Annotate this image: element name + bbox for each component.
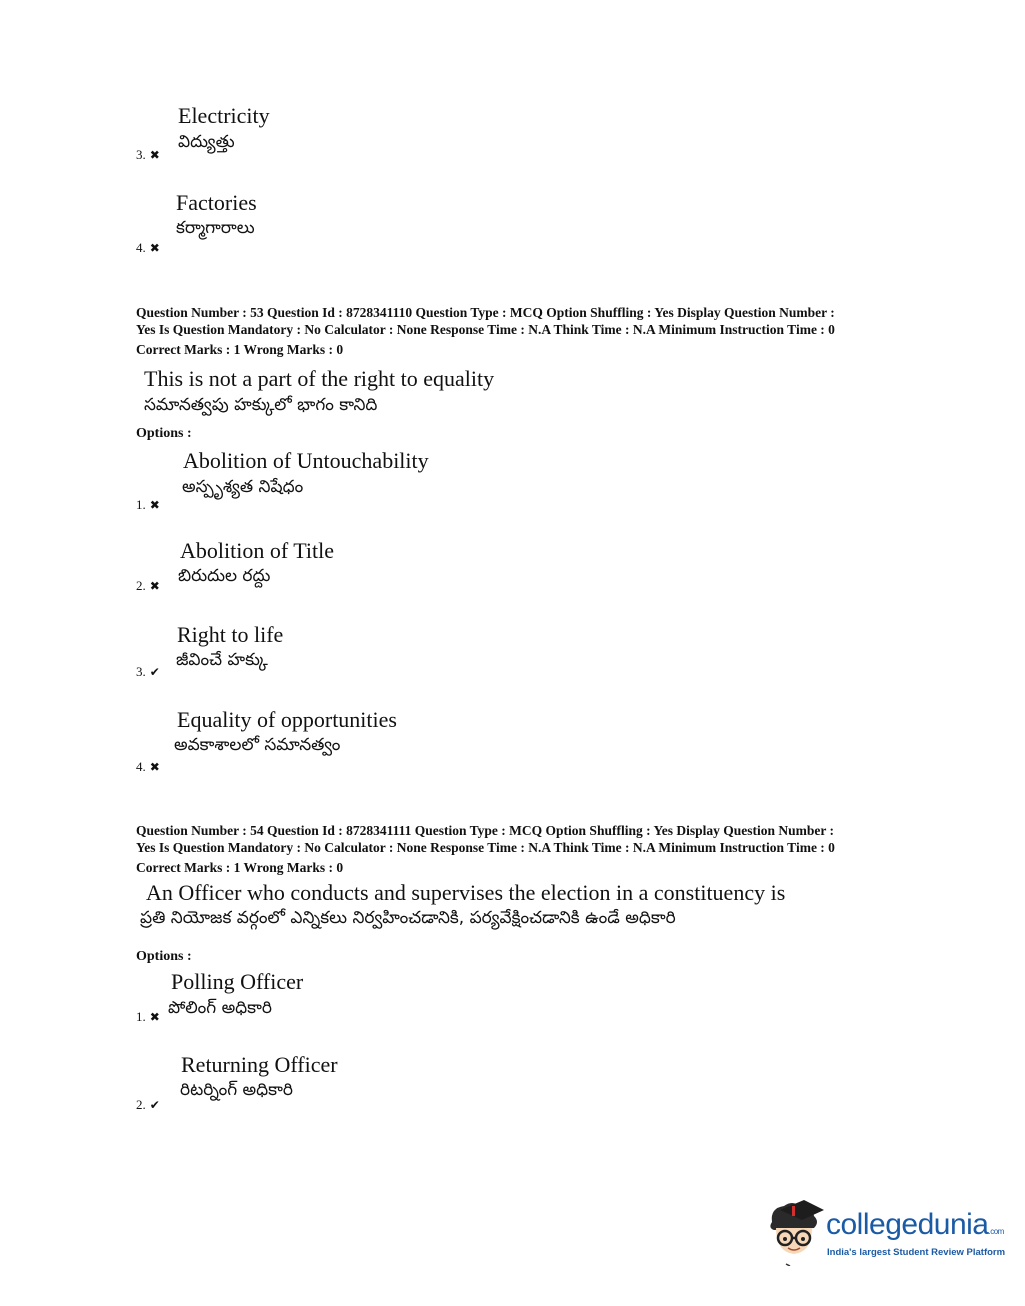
option-4-label xyxy=(136,241,160,255)
q54-option-1-english: Polling Officer xyxy=(171,969,304,994)
cross-icon: ✖ xyxy=(149,241,160,255)
option-number: 4. xyxy=(136,759,146,774)
cross-icon: ✖ xyxy=(149,1010,160,1024)
q53-option-2-telugu: బిరుదుల రద్దు xyxy=(178,566,271,586)
option-number: 1. xyxy=(136,1009,146,1024)
q53-meta-line3: Correct Marks : 1 Wrong Marks : 0 xyxy=(136,342,344,357)
option-3-telugu: విద్యుత్తు xyxy=(178,132,235,152)
cross-icon: ✖ xyxy=(149,760,160,774)
check-icon: ✔ xyxy=(149,1098,160,1112)
cross-icon: ✖ xyxy=(149,498,160,512)
q53-option-2-label xyxy=(136,579,160,593)
q54-option-1-telugu: పోలింగ్ అధికారి xyxy=(168,998,272,1018)
logo-suffix: .com xyxy=(988,1227,1004,1236)
q54-question-telugu: ప్రతి నియోజక వర్గంలో ఎన్నికలు నిర్వహించడానికి, పర్యవేక్షించడానికి ఉండే అధికారి xyxy=(140,908,676,928)
q53-option-1-telugu: అస్పృశ్యత నిషేధం xyxy=(182,477,304,497)
cross-icon: ✖ xyxy=(149,579,160,593)
q53-option-1-english: Abolition of Untouchability xyxy=(183,448,429,473)
option-number: 3. xyxy=(136,664,146,679)
option-number: 1. xyxy=(136,497,146,512)
option-3-label xyxy=(136,148,160,162)
q53-option-4-english: Equality of opportunities xyxy=(177,707,397,732)
q53-option-3-english: Right to life xyxy=(177,622,284,647)
mascot-icon xyxy=(766,1200,824,1266)
cross-icon: ✖ xyxy=(149,148,160,162)
option-number: 2. xyxy=(136,578,146,593)
q54-meta-line2: Yes Is Question Mandatory : No Calculator : None Response Time : N.A Think Time : N.A Minimum Instruction Time : 0 xyxy=(136,840,835,855)
logo-name: collegedunia xyxy=(826,1208,989,1241)
q53-option-2-english: Abolition of Title xyxy=(180,538,335,563)
q54-option-2-english: Returning Officer xyxy=(181,1052,338,1077)
q53-option-3-telugu: జీవించే హక్కు xyxy=(176,650,268,670)
q53-option-1-label xyxy=(136,498,160,512)
q53-meta-line2: Yes Is Question Mandatory : No Calculator : None Response Time : N.A Think Time : N.A Minimum Instruction Time : 0 xyxy=(136,322,835,337)
q54-option-1-label xyxy=(136,1010,160,1024)
option-number: 4. xyxy=(136,240,146,255)
q54-option-2-label xyxy=(136,1098,160,1112)
q53-options-label: Options : xyxy=(136,426,192,441)
q53-question-telugu: సమానత్వపు హక్కులో భాగం కానిది xyxy=(144,395,378,415)
option-3-english: Electricity xyxy=(178,103,270,128)
q54-options-label: Options : xyxy=(136,949,192,964)
q54-option-2-telugu: రిటర్నింగ్ అధికారి xyxy=(180,1080,293,1100)
q53-question-english: This is not a part of the right to equality xyxy=(144,366,495,391)
q54-question-english: An Officer who conducts and supervises the election in a constituency is xyxy=(146,880,786,905)
q54-meta-line1: Question Number : 54 Question Id : 8728341111 Question Type : MCQ Option Shuffling : Yes Display Question Number : xyxy=(136,823,834,838)
q54-meta-line3: Correct Marks : 1 Wrong Marks : 0 xyxy=(136,860,344,875)
option-4-english: Factories xyxy=(176,190,257,215)
option-number: 3. xyxy=(136,147,146,162)
option-number: 2. xyxy=(136,1097,146,1112)
option-4-telugu: కర్మాగారాలు xyxy=(176,218,255,238)
q53-option-4-telugu: అవకాశాలలో సమానత్వం xyxy=(174,735,341,755)
q53-option-4-label xyxy=(136,760,160,774)
q53-meta-line1: Question Number : 53 Question Id : 8728341110 Question Type : MCQ Option Shuffling : Yes Display Question Number : xyxy=(136,305,835,320)
logo-tagline: India's largest Student Review Platform xyxy=(827,1247,1006,1258)
collegedunia-logo xyxy=(766,1198,1006,1270)
check-icon: ✔ xyxy=(149,665,160,679)
logo-wordmark xyxy=(826,1208,1004,1242)
q53-option-3-label xyxy=(136,665,160,679)
